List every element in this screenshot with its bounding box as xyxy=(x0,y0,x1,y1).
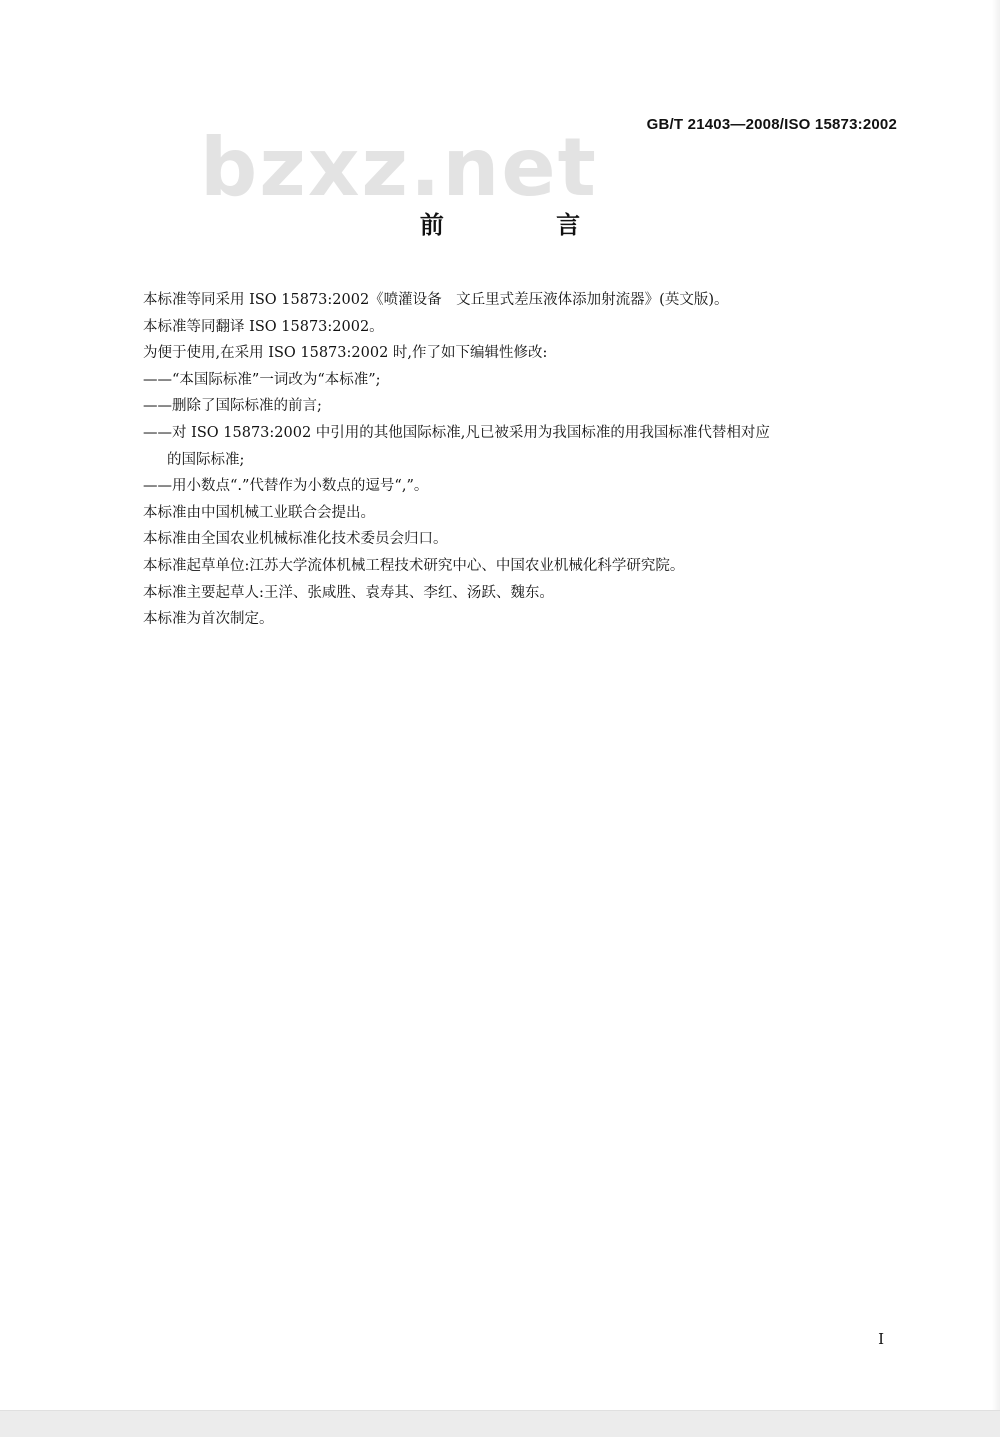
list-item-modification-2: ——删除了国际标准的前言; xyxy=(143,398,322,415)
paragraph-drafters: 本标准主要起草人:王洋、张咸胜、袁寿其、李红、汤跃、魏东。 xyxy=(143,584,554,601)
paragraph-modifications-intro: 为便于使用,在采用 ISO 15873:2002 时,作了如下编辑性修改: xyxy=(143,345,548,362)
page-title: 前 言 xyxy=(419,211,633,239)
foreword-body xyxy=(143,287,903,633)
standard-code: GB/T 21403—2008/ISO 15873:2002 xyxy=(646,116,897,133)
paragraph-first-edition: 本标准为首次制定。 xyxy=(143,611,274,628)
list-item-modification-1: ——“本国际标准”一词改为“本标准”; xyxy=(143,371,381,388)
list-item-modification-3-continued: 的国际标准; xyxy=(167,451,245,468)
viewer-bottom-bar xyxy=(0,1410,1000,1437)
paragraph-proposed-by: 本标准由中国机械工业联合会提出。 xyxy=(143,504,375,521)
paragraph-translation: 本标准等同翻译 ISO 15873:2002。 xyxy=(143,318,384,335)
paragraph-adoption: 本标准等同采用 ISO 15873:2002《喷灌设备 文丘里式差压液体添加射流器》(英文版)。 xyxy=(143,292,729,308)
page-number: I xyxy=(878,1330,884,1348)
list-item-modification-3: ——对 ISO 15873:2002 中引用的其他国际标准,凡已被采用为我国标准的用我国标准代替相对应 xyxy=(143,424,770,441)
paragraph-under-jurisdiction: 本标准由全国农业机械标准化技术委员会归口。 xyxy=(143,531,448,548)
list-item-modification-4: ——用小数点“.”代替作为小数点的逗号“,”。 xyxy=(143,478,429,495)
paragraph-drafting-units: 本标准起草单位:江苏大学流体机械工程技术研究中心、中国农业机械化科学研究院。 xyxy=(143,557,685,574)
watermark: bzxz.net xyxy=(200,121,598,214)
